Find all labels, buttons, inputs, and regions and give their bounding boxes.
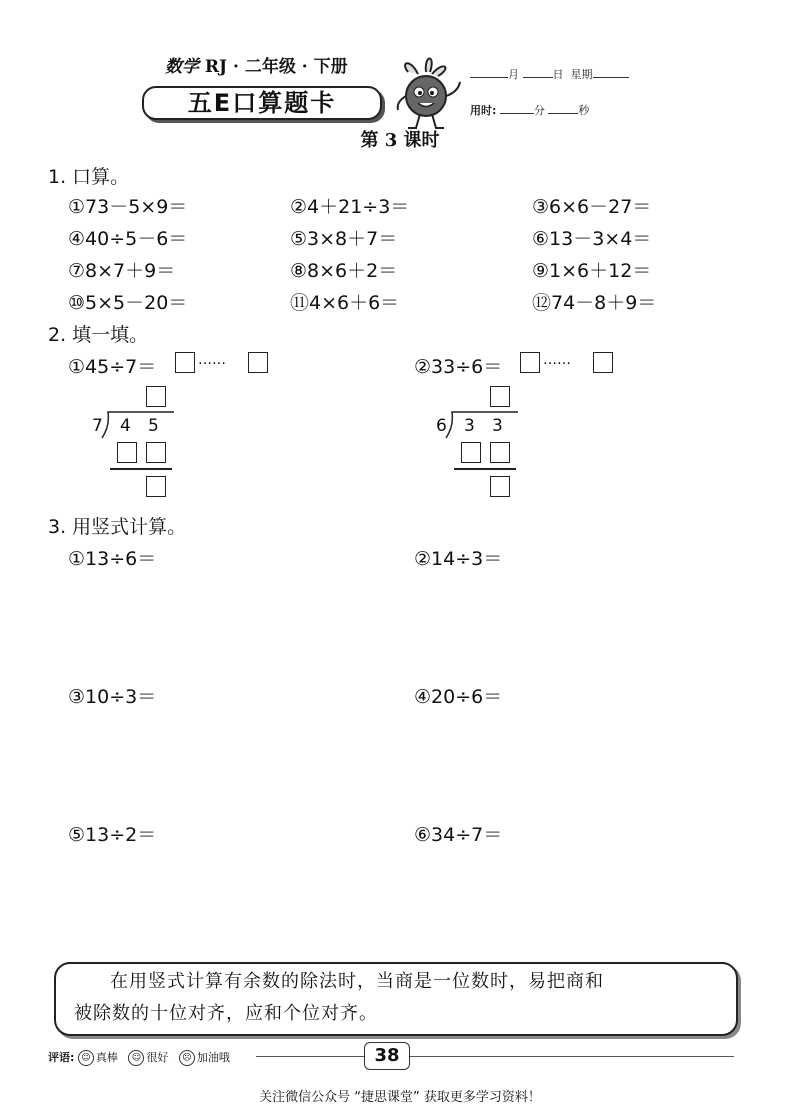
page-number: 38: [364, 1042, 410, 1070]
seconds-blank[interactable]: [548, 103, 578, 114]
subtraction-line: [454, 468, 516, 470]
mental-math-item: ⑦8×7＋9＝: [68, 260, 176, 282]
remainder-box[interactable]: [490, 476, 510, 497]
seconds-label: 秒: [578, 104, 590, 117]
mental-math-item: ①73－5×9＝: [68, 196, 188, 218]
mental-math-item: ⑫74－8＋9＝: [532, 292, 657, 314]
tip-box: [54, 962, 738, 1036]
divisor: 7: [92, 416, 103, 436]
time-line: [470, 102, 589, 118]
subject-name: 数学: [165, 57, 199, 77]
dividend-digit: 5: [148, 416, 159, 436]
mental-math-item: ③6×6－27＝: [532, 196, 652, 218]
mental-math-item: ④40÷5－6＝: [68, 228, 188, 250]
quotient-answer-box[interactable]: [175, 352, 195, 373]
subtraction-line: [110, 468, 172, 470]
comment-label: 评语:: [48, 1051, 75, 1064]
division-bracket: [444, 410, 520, 440]
remainder-dots: ……: [198, 352, 226, 368]
weekday-label: 星期: [570, 68, 593, 81]
quotient-answer-box[interactable]: [520, 352, 540, 373]
lesson-title: 第 3 课时: [360, 130, 440, 151]
footer-rule: [256, 1056, 734, 1057]
time-label: 用时:: [470, 104, 497, 117]
minutes-label: 分: [533, 104, 545, 117]
remainder-answer-box[interactable]: [248, 352, 268, 373]
remainder-dots: ……: [543, 352, 571, 368]
minutes-blank[interactable]: [500, 103, 534, 114]
comment-row: [48, 1049, 230, 1066]
mental-math-item: ⑥13－3×4＝: [532, 228, 652, 250]
mental-math-item: ⑨1×6＋12＝: [532, 260, 652, 282]
section2-title: 2. 填一填。: [48, 324, 149, 346]
vertical-calc-item: ②14÷3＝: [414, 548, 503, 570]
mental-math-item: ⑩5×5－20＝: [68, 292, 188, 314]
great-label: 真棒: [95, 1051, 118, 1064]
tip-line-1: 在用竖式计算有余数的除法时，当商是一位数时，易把商和: [110, 971, 604, 992]
dividend-digit: 3: [464, 416, 475, 436]
weekday-blank[interactable]: [593, 67, 629, 78]
month-label: 月: [508, 68, 519, 81]
vertical-calc-item: ③10÷3＝: [68, 686, 157, 708]
dividend-digit: 3: [492, 416, 503, 436]
month-blank[interactable]: [470, 67, 508, 78]
good-label: 很好: [146, 1051, 169, 1064]
vertical-calc-item: ⑤13÷2＝: [68, 824, 157, 846]
section1-title: 1. 口算。: [48, 166, 130, 188]
fill-problem-2-label: ②33÷6＝: [414, 356, 503, 378]
long-division-quotient-box[interactable]: [490, 386, 510, 407]
keep-going-label: 加油哦: [196, 1051, 230, 1064]
fill-problem-1-label: ①45÷7＝: [68, 356, 157, 378]
mental-math-item: ②4＋21÷3＝: [290, 196, 410, 218]
remainder-answer-box[interactable]: [593, 352, 613, 373]
worksheet-banner: 五E口算题卡: [142, 86, 382, 120]
long-division-quotient-box[interactable]: [146, 386, 166, 407]
subject-line: [165, 52, 348, 77]
product-box[interactable]: [146, 442, 166, 463]
radish-mascot-icon: [388, 52, 466, 132]
mental-math-item: ⑪4×6＋6＝: [290, 292, 400, 314]
product-box[interactable]: [461, 442, 481, 463]
tip-line-2: 被除数的十位对齐，应和个位对齐。: [74, 1003, 378, 1024]
subject-edition: RJ · 二年级 · 下册: [204, 57, 348, 77]
division-bracket: [100, 410, 176, 440]
dividend-digit: 4: [120, 416, 131, 436]
vertical-calc-item: ⑥34÷7＝: [414, 824, 503, 846]
day-blank[interactable]: [523, 67, 553, 78]
product-box[interactable]: [117, 442, 137, 463]
great-face-icon: ☺: [78, 1050, 94, 1066]
vertical-calc-item: ④20÷6＝: [414, 686, 503, 708]
section3-title: 3. 用竖式计算。: [48, 516, 187, 538]
good-face-icon: ☺: [128, 1050, 144, 1066]
date-line: [470, 66, 629, 82]
product-box[interactable]: [490, 442, 510, 463]
vertical-calc-item: ①13÷6＝: [68, 548, 157, 570]
mental-math-item: ⑤3×8＋7＝: [290, 228, 398, 250]
keep-going-face-icon: ☹: [179, 1050, 195, 1066]
day-label: 日: [552, 68, 564, 81]
divisor: 6: [436, 416, 447, 436]
wechat-note: 关注微信公众号 “捷思课堂” 获取更多学习资料！: [259, 1090, 541, 1105]
mental-math-item: ⑧8×6＋2＝: [290, 260, 398, 282]
remainder-box[interactable]: [146, 476, 166, 497]
